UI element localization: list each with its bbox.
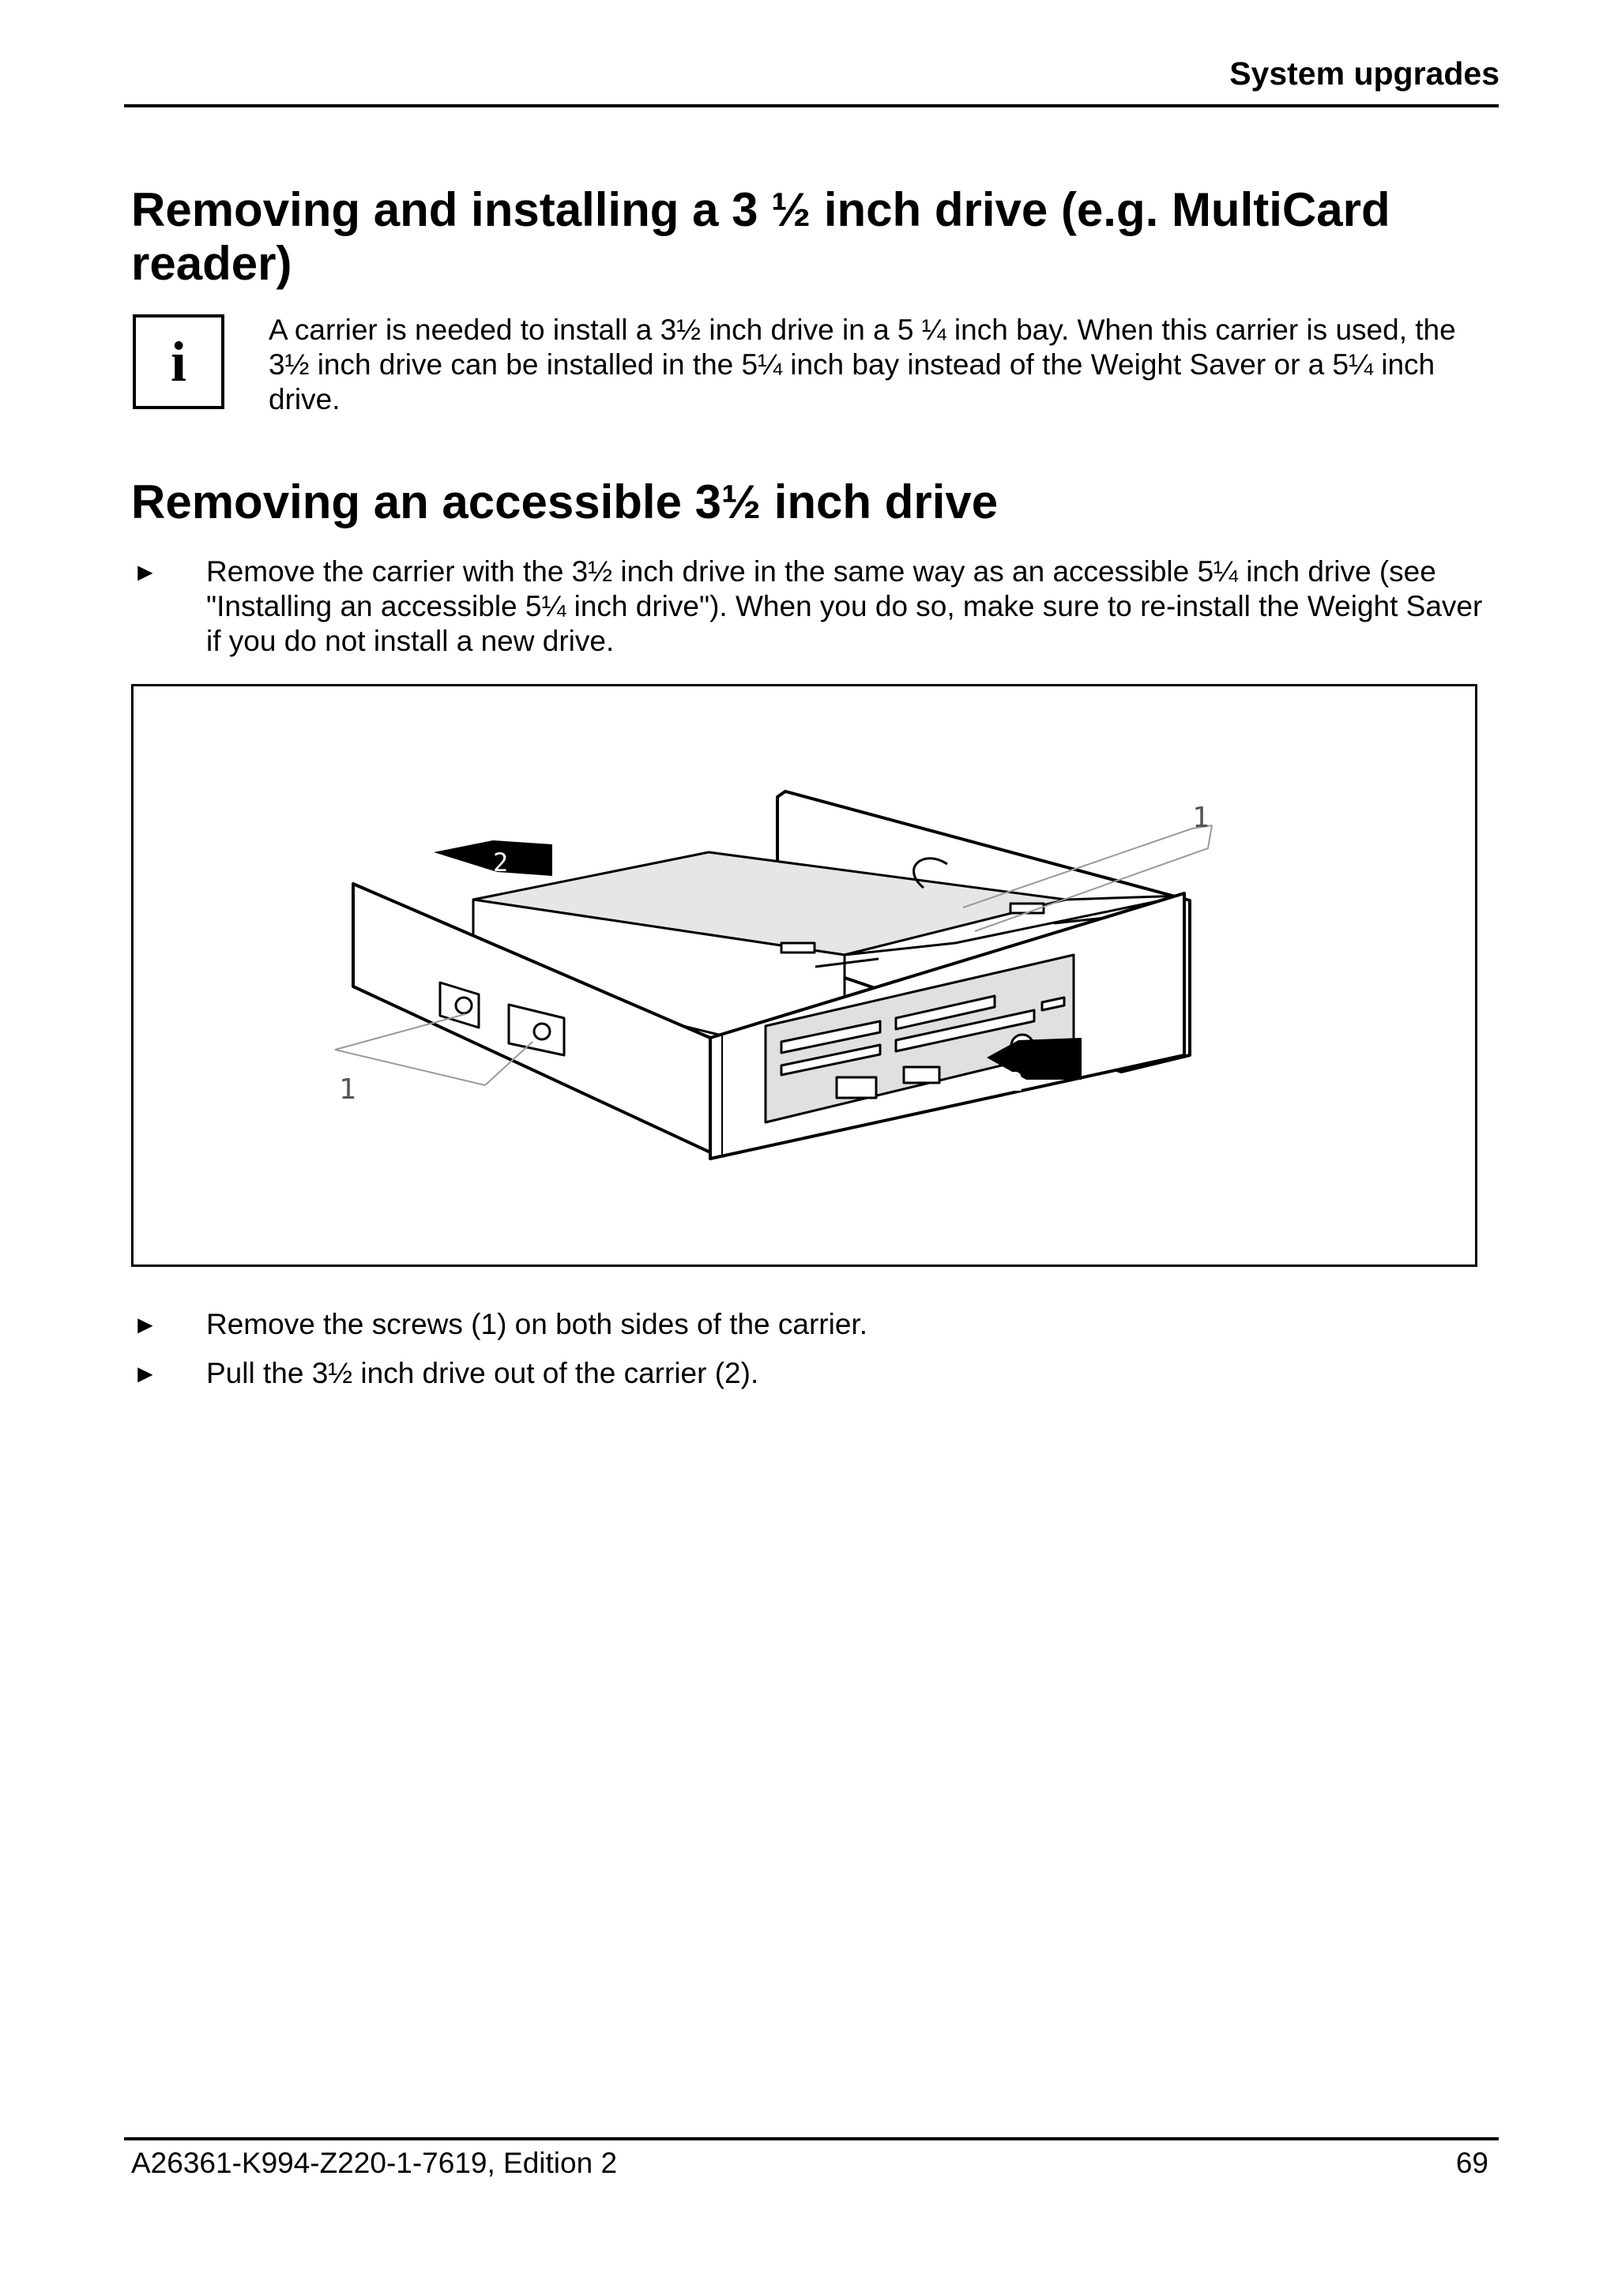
bullet-arrow-icon: ►	[133, 558, 158, 586]
section-heading: Removing an accessible 3½ inch drive	[131, 475, 999, 528]
step-text: Remove the screws (1) on both sides of the carrier.	[206, 1308, 867, 1340]
figure-drive-carrier	[131, 684, 1477, 1267]
callout-label-screws-left: 1	[339, 1073, 356, 1106]
running-header: System upgrades	[1229, 55, 1499, 92]
info-note: A carrier is needed to install a 3½ inch drive in a 5 ¼ inch bay. When this carrier is used, the 3½ inch drive can be installed in the 5¼ inch bay instead of the Weight Saver or a 5¼ inch drive.	[269, 314, 1456, 415]
step-text: Pull the 3½ inch drive out of the carrier (2).	[206, 1357, 759, 1389]
bullet-arrow-icon: ►	[133, 1310, 158, 1339]
callout-label-pull-front: 2	[1008, 1067, 1024, 1097]
page-number: 69	[1455, 2147, 1488, 2179]
footer-doc-id: A26361-K994-Z220-1-7619, Edition 2	[131, 2147, 618, 2179]
info-icon	[133, 314, 224, 409]
drive-carrier-illustration	[134, 686, 1475, 1264]
info-icon-glyph: i	[170, 330, 186, 393]
page-title: Removing and installing a 3 ½ inch drive (e.g. MultiCard reader)	[131, 183, 1390, 290]
bullet-arrow-icon: ►	[133, 1359, 158, 1388]
callout-label-screws-right: 1	[1192, 802, 1210, 834]
step-text: Remove the carrier with the 3½ inch drive in the same way as an accessible 5¼ inch drive (see "Installing an accessible 5¼ inch drive"). When you do so, make sure to re-install the Weight Saver if you do not install a new drive.	[206, 555, 1483, 657]
header-rule	[124, 104, 1499, 107]
footer-rule	[124, 2137, 1499, 2140]
callout-label-pull-top: 2	[493, 847, 509, 877]
